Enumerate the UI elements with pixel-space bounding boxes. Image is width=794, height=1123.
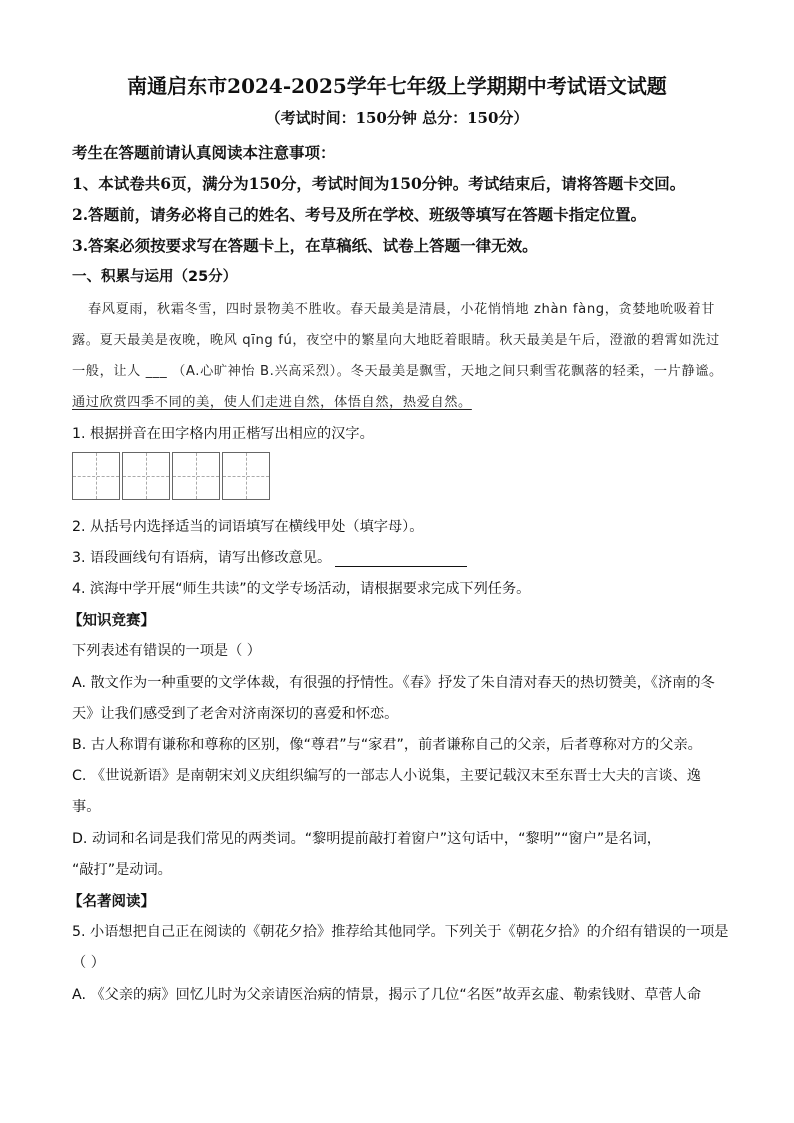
option-d-line-2: “敲打”是动词。 [72, 862, 172, 878]
question-3: 3. 语段画线句有语病，请写出修改意见。 [72, 550, 332, 566]
notice-item-2: 2.答题前，请务必将自己的姓名、考号及所在学校、班级等填写在答题卡指定位置。 [72, 205, 647, 224]
notice-heading: 考生在答题前请认真阅读本注意事项： [72, 143, 336, 162]
tianzige-cell[interactable] [72, 452, 120, 500]
passage-line-1: 春风夏雨，秋霜冬雪，四时景物美不胜收。春天最美是清晨，小花悄悄地 zhàn fàng，贪婪地吮吸着甘 [88, 302, 716, 317]
option-a-line-2: 天》让我们感受到了老舍对济南深切的喜爱和怀恋。 [72, 706, 399, 722]
classics-heading: 【名著阅读】 [68, 894, 155, 910]
question-3-row [72, 547, 467, 567]
passage-underlined-sentence: 通过欣赏四季不同的美，使人们走进自然，体悟自然，热爱自然。 [72, 395, 472, 410]
question-4: 4. 滨海中学开展“师生共读”的文学专场活动，请根据要求完成下列任务。 [72, 581, 531, 597]
option-a-line-1: A. 散文作为一种重要的文学体裁，有很强的抒情性。《春》抒发了朱自清对春天的热切赞美，《济南的冬 [72, 675, 715, 691]
option-d-line-1: D. 动词和名词是我们常见的两类词。“黎明提前敲打着窗户”这句话中，“黎明”“窗户”是名词， [72, 831, 661, 847]
passage-line-2: 露。夏天最美是夜晚，晚风 qīng fú，夜空中的繁星向大地眨着眼睛。秋天最美是午后，澄澈的碧霄如洗过 [72, 333, 720, 348]
option-b: B. 古人称谓有谦称和尊称的区别，像“尊君”与“家君”，前者谦称自己的父亲，后者尊称对方的父亲。 [72, 737, 702, 753]
question-1: 1. 根据拼音在田字格内用正楷写出相应的汉字。 [72, 426, 374, 442]
passage-line-3: 一般，让人 ___ （A.心旷神怡 B.兴高采烈）。冬天最美是飘雪，天地之间只剩雪花飘落的轻柔，一片静谧。 [72, 364, 723, 379]
notice-item-1: 1、本试卷共6页，满分为150分，考试时间为150分钟。考试结束后，请将答题卡交回。 [72, 174, 686, 193]
tianzige-cell[interactable] [122, 452, 170, 500]
option-c-line-2: 事。 [72, 799, 101, 815]
question-2: 2. 从括号内选择适当的词语填写在横线甲处（填字母）。 [72, 519, 424, 535]
knowledge-heading: 【知识竞赛】 [68, 613, 155, 629]
tianzige-cell[interactable] [222, 452, 270, 500]
knowledge-stem: 下列表述有错误的一项是（ ） [72, 643, 261, 659]
question-5-line-2: （ ） [72, 955, 105, 971]
question-5-option-a: A. 《父亲的病》回忆儿时为父亲请医治病的情景，揭示了几位“名医”故弄玄虚、勒索钱财、草菅人命 [72, 987, 702, 1003]
exam-title: 南通启东市2024-2025学年七年级上学期期中考试语文试题 [127, 74, 667, 98]
option-c-line-1: C. 《世说新语》是南朝宋刘义庆组织编写的一部志人小说集，主要记载汉末至东晋士大夫的言谈、逸 [72, 768, 701, 784]
exam-subtitle: （考试时间：150分钟 总分：150分） [265, 109, 529, 127]
tianzige-cell[interactable] [172, 452, 220, 500]
question-5-line-1: 5. 小语想把自己正在阅读的《朝花夕拾》推荐给其他同学。下列关于《朝花夕拾》的介绍有错误的一项是 [72, 924, 729, 940]
section-heading: 一、积累与运用（25分） [72, 269, 238, 285]
tianzige-grid[interactable] [72, 452, 272, 500]
notice-item-3: 3.答案必须按要求写在答题卡上，在草稿纸、试卷上答题一律无效。 [72, 236, 538, 255]
answer-blank[interactable] [335, 552, 467, 567]
